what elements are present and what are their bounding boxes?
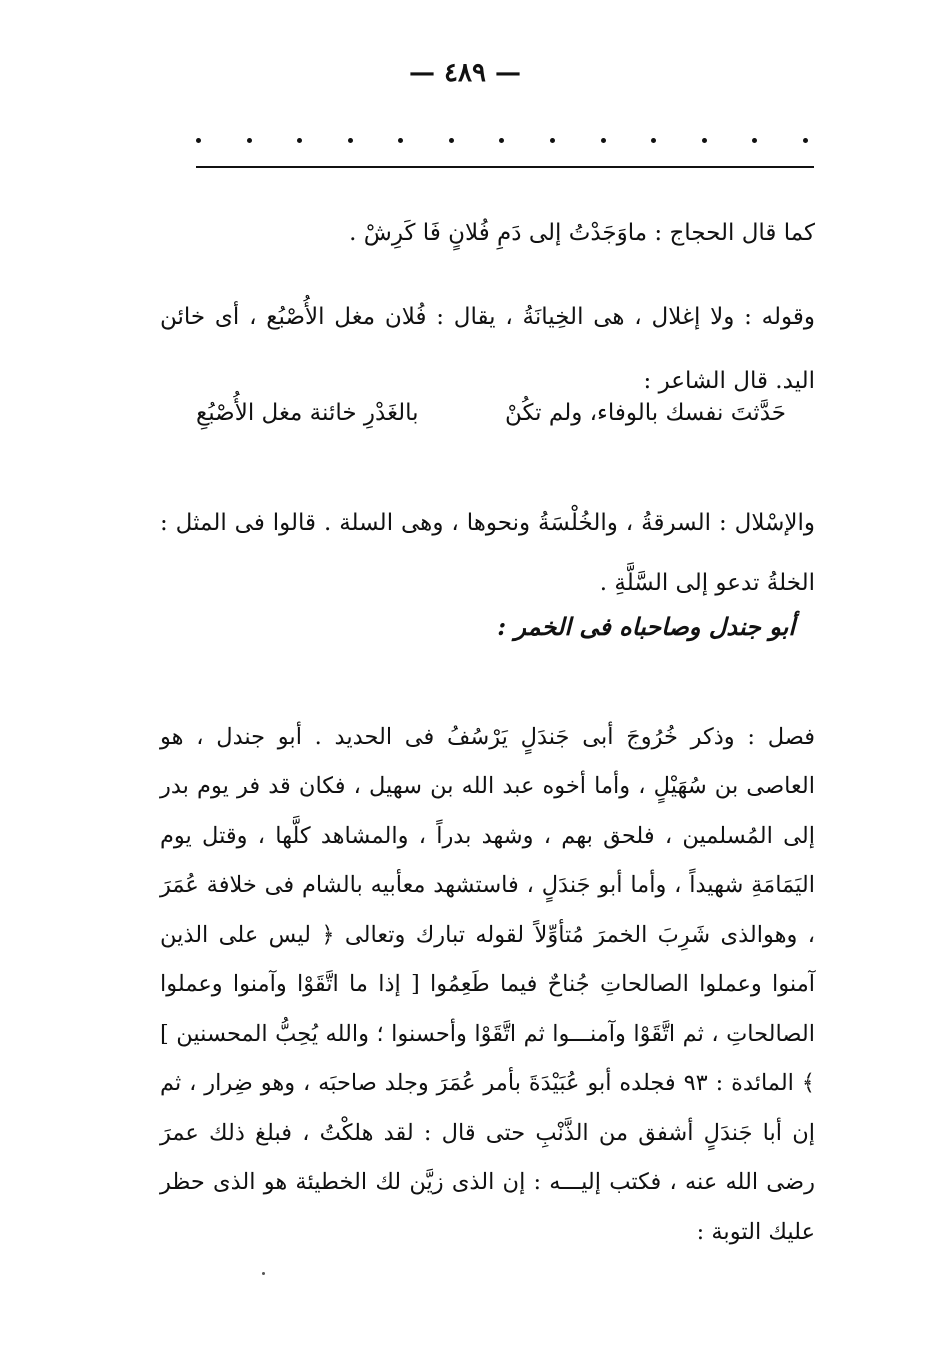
- separator-dot: [247, 138, 252, 143]
- separator-dot: [499, 138, 504, 143]
- paragraph-abu-jandal: فصل : وذكر خُرُوجَ أبى جَندَلٍ يَرْسُفُ فى الحديد . أبو جندل ، هو العاصى بن سُهَيْلٍ ، وأما أخوه عبد الله بن سهيل ، فكان قد فر يوم بدر إلى المُسلمين ، فلحق بهم ، وشهد بدراً ، والمشاهد كلَّها ، وقتل يوم اليَمَامَةِ شهيداً ، وأما أبو جَندَلٍ ، فاستشهد معأبيه بالشام فى خلافة عُمَرَ ، وهوالذى شَرِبَ الخمرَ مُتأوِّلاً لقوله تبارك وتعالى ﴿ ليس على الذين آمنوا وعملوا الصالحاتِ جُناحٌ فيما طَعِمُوا [ إذا ما اتَّقَوْا وآمنوا وعملوا الصالحاتِ ، ثم اتَّقَوْا وآمنـــوا ثم اتَّقَوْا وأحسنوا ؛ والله يُحِبُّ المحسنين ] ﴾ المائدة : ٩٣ فجلده أبو عُبَيْدَةَ بأمر عُمَرَ وجلد صاحبَه ، وهو ضِرار ، ثم إن أبا جَندَلٍ أشفق من الذَّنْبِ حتى قال : لقد هلكْتُ ، فبلغ ذلك عمرَ رضى الله عنه ، فكتب إليـــه : إن الذى زيَّن لك الخطيئة هو الذى حظر عليك التوبة :: [160, 723, 815, 1245]
- separator-dot: [297, 138, 302, 143]
- separator-dot: [398, 138, 403, 143]
- page-number: — ٤٨٩ —: [408, 58, 522, 88]
- paragraph-islal: والإسْلال : السرقةُ ، والخُلْسَةُ ونحوها ، وهى السلة . قالوا فى المثل : الخلةُ تدعو إلى السَّلَّةِ .: [160, 510, 815, 596]
- separator-dot: [702, 138, 707, 143]
- horizontal-rule: [196, 166, 814, 168]
- separator-dot: [601, 138, 606, 143]
- verse-second-hemistich: بالغَدْرِ خائنة مغل الأُصْبُعِ: [196, 400, 419, 426]
- paragraph-ighlal: وقوله : ولا إغلال ، هى الخِيانَةُ ، يقال : فُلان مغل الأُصْبُع ، أى خائن اليد. قال الشاعر :: [160, 304, 815, 394]
- separator-dot: [752, 138, 757, 143]
- separator-dot: [550, 138, 555, 143]
- separator-dot: [449, 138, 454, 143]
- paragraph-hajjaj-quote: كما قال الحجاج : ماوَجَدْتُ إلى دَمِ فُلانٍ فَا كَرِشْ .: [349, 220, 815, 246]
- print-speck: [262, 1272, 265, 1275]
- separator-dot: [348, 138, 353, 143]
- dotted-separator: [196, 128, 808, 152]
- separator-dot: [196, 138, 201, 143]
- separator-dot: [651, 138, 656, 143]
- verse-first-hemistich: حَدَّثتَ نفسك بالوفاء، ولم تكُنْ: [504, 400, 786, 426]
- separator-dot: [803, 138, 808, 143]
- section-heading: أبو جندل وصاحباه فى الخمر :: [497, 612, 795, 641]
- poetry-verse: [196, 388, 786, 438]
